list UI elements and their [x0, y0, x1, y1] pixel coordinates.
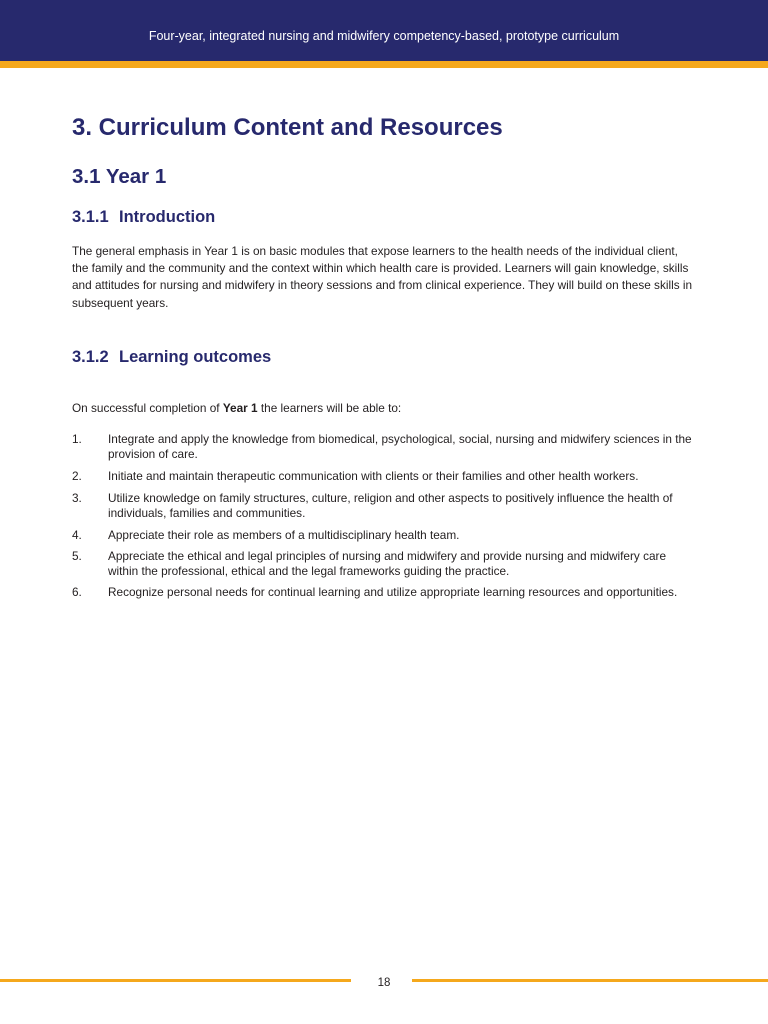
list-item-number: 3.: [72, 491, 82, 505]
page-number: 18: [377, 977, 391, 989]
list-item-text: Recognize personal needs for continual learning and utilize appropriate learning resources and opportunities.: [108, 585, 678, 599]
list-item-text: Appreciate the ethical and legal principles of nursing and midwifery and provide nursing and midwifery care within the professional, ethical and the legal frameworks guiding the practice.: [108, 549, 667, 578]
introduction-paragraph: The general emphasis in Year 1 is on basic modules that expose learners to the health needs of the individual client, the family and the community and the context within which health care is provided. Learners will gain knowledge, skills and attitudes for nursing and midwifery in theory sessions and from clinical experience. They will build on these skills in subsequent years.: [72, 244, 693, 310]
list-item-text: Appreciate their role as members of a multidisciplinary health team.: [108, 528, 460, 542]
list-item: [72, 549, 696, 578]
list-item-number: 2.: [72, 469, 82, 483]
list-item-text: Initiate and maintain therapeutic communication with clients or their families and other health workers.: [108, 469, 639, 483]
list-item-number: 1.: [72, 432, 82, 446]
outcomes-lead-after: the learners will be able to:: [257, 401, 402, 415]
list-item-text: Integrate and apply the knowledge from biomedical, psychological, social, nursing and midwifery sciences in the provision of care.: [108, 432, 692, 461]
outcomes-lead-sentence: [72, 400, 401, 417]
list-item-number: 4.: [72, 528, 82, 542]
list-item: [72, 469, 696, 484]
section-title: 3.1 Year 1: [72, 165, 167, 188]
footer-rule-right: [412, 979, 768, 982]
list-item-number: 5.: [72, 549, 82, 563]
learning-outcomes-title: Learning outcomes: [119, 348, 272, 366]
learning-outcomes-number: 3.1.2: [72, 348, 109, 366]
outcomes-lead-before: On successful completion of: [72, 401, 223, 415]
footer-rule-left: [0, 979, 351, 982]
learning-outcomes-heading: [72, 348, 271, 367]
introduction-heading: [72, 208, 215, 227]
chapter-title: 3. Curriculum Content and Resources: [72, 114, 503, 141]
introduction-title: Introduction: [119, 208, 216, 226]
introduction-number: 3.1.1: [72, 208, 109, 226]
page-header: [0, 0, 768, 61]
header-accent-stripe: [0, 61, 768, 68]
list-item: [72, 432, 696, 461]
list-item: [72, 585, 696, 600]
list-item: [72, 491, 696, 520]
list-item-text: Utilize knowledge on family structures, culture, religion and other aspects to positively influence the health of individuals, families and communities.: [108, 491, 673, 520]
list-item: [72, 528, 696, 543]
running-title: Four-year, integrated nursing and midwifery competency-based, prototype curriculum: [148, 29, 620, 43]
list-item-number: 6.: [72, 585, 82, 599]
outcomes-lead-bold: Year 1: [222, 401, 258, 415]
